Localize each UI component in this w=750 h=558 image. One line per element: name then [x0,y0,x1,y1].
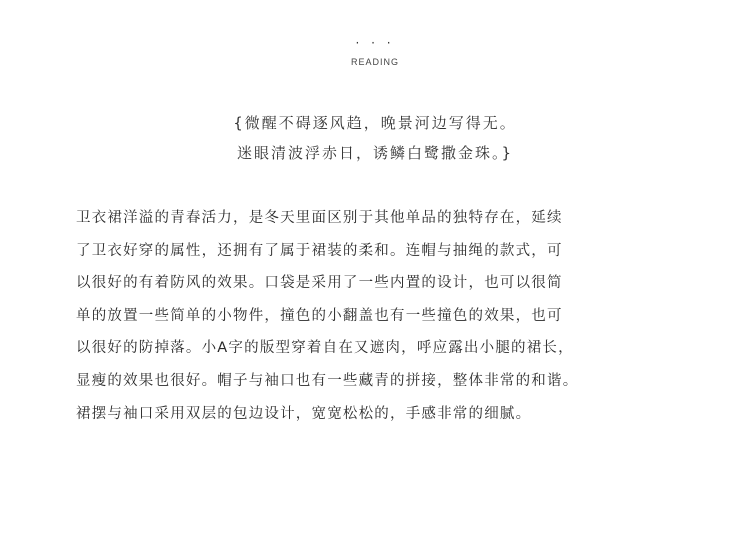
paragraph-line: 显瘦的效果也很好。帽子与袖口也有一些藏青的拼接，整体非常的和谐。 [76,372,579,389]
poem-line: 迷眼清波浮赤日，诱鳞白鹭撒金珠。} [236,144,514,162]
paragraph-line: 以很好的防掉落。小A字的版型穿着自在又遮肉，呼应露出小腿的裙长， [76,340,574,357]
paragraph-line: 了卫衣好穿的属性，还拥有了属于裙装的柔和。连帽与抽绳的款式，可 [76,242,563,259]
section-label: READING [350,57,399,67]
paragraph-line: 卫衣裙洋溢的青春活力，是冬天里面区别于其他单品的独特存在，延续 [76,210,563,226]
body-paragraph [76,202,686,430]
decorative-dots: · · · [355,36,395,50]
poem [0,108,750,168]
paragraph-line: 单的放置一些简单的小物件，撞色的小翻盖也有一些撞色的效果，也可 [76,307,563,324]
paragraph-line: 以很好的有着防风的效果。口袋是采用了一些内置的设计，也可以很简 [76,275,563,292]
poem-line: {微醒不碍逐风趋，晚景河边写得无。 [233,114,517,132]
paragraph-line: 裙摆与袖口采用双层的包边设计，宽宽松松的，手感非常的细腻。 [76,405,532,422]
